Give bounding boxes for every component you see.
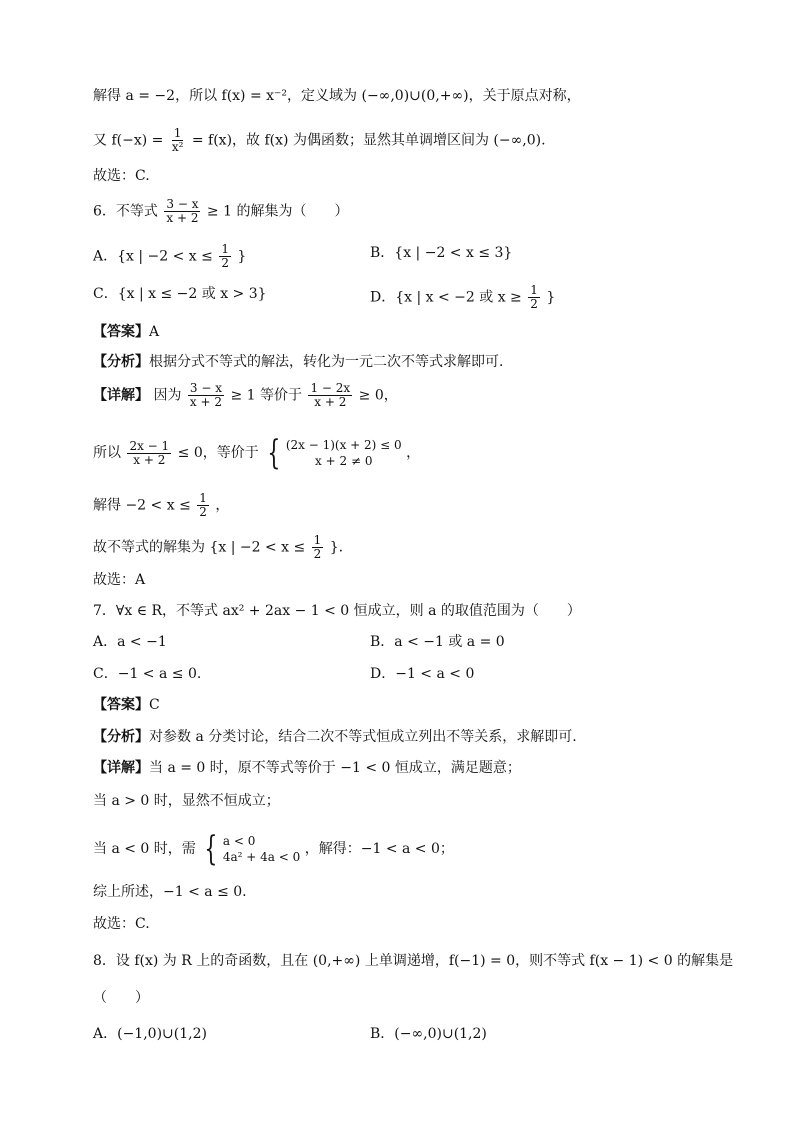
answer-tag: 【答案】: [93, 697, 149, 713]
fraction-denominator: x²: [171, 140, 184, 154]
conclusion-6: [93, 534, 343, 561]
option-7a: [93, 632, 167, 652]
option-7c-text: C．−1 < a ≤ 0.: [93, 666, 202, 682]
fraction-numerator: 1: [221, 242, 229, 256]
option-7b-text: B．a < −1 或 a = 0: [370, 634, 505, 650]
step-7c: [93, 829, 454, 869]
fraction-numerator: 3 − x: [166, 197, 199, 211]
fraction-numerator: 1 − 2x: [310, 381, 351, 395]
fraction-numerator: 1: [313, 533, 322, 547]
step-7b: [93, 791, 280, 811]
step-6-text-a: 所以: [93, 445, 121, 461]
fraction-det6-2: [308, 382, 352, 409]
fraction-q6: [164, 198, 200, 225]
option-6a: [93, 243, 246, 270]
option-7d-text: D．−1 < a < 0: [370, 666, 475, 682]
fraction-denominator: x + 2: [189, 395, 222, 409]
system-row-1: a < 0: [222, 834, 256, 848]
system-row-2: 4a² + 4a < 0: [222, 850, 301, 864]
equation-system-7: [200, 829, 301, 869]
q6-text-a: 6．不等式: [93, 203, 158, 220]
fraction-numerator: 1: [173, 126, 182, 140]
detail-tag: 【详解】: [93, 387, 149, 404]
option-6d-text-a: D．{x | x < −2 或 x ≥: [370, 289, 522, 306]
text-p2a: 又 f(−x) =: [93, 132, 164, 149]
option-8a: [93, 1024, 207, 1044]
option-8b-text: B．(−∞,0)∪(1,2): [370, 1026, 487, 1042]
fraction-6d: [528, 284, 540, 311]
step-6: [93, 433, 421, 473]
question-7-text: 7．∀x ∈ R，不等式 ax² + 2ax − 1 < 0 恒成立，则 a 的取值范围为（ ）: [93, 603, 581, 619]
summary-7-text: 综上所述，−1 < a ≤ 0.: [93, 884, 247, 900]
detail-6-text-a: 因为: [153, 387, 182, 404]
fraction-step6: [127, 440, 171, 467]
fraction-numerator: 2x − 1: [129, 438, 170, 453]
question-8-text: 8．设 f(x) 为 R 上的奇函数，且在 (0,+∞) 上单调递增，f(−1) = 0，则不等式 f(x − 1) < 0 的解集是: [93, 953, 734, 969]
question-6: [93, 198, 348, 225]
fraction-denominator: 2: [221, 256, 229, 270]
answer-7: [93, 695, 160, 715]
pick-6: [93, 570, 145, 590]
pick-7-text: 故选：C.: [93, 916, 150, 932]
option-6a-text-a: A．{x | −2 < x ≤: [93, 248, 213, 265]
pick-7: [93, 914, 150, 934]
fraction-6a: [219, 243, 231, 270]
option-6d: [370, 284, 555, 311]
solution-6-text-b: ，: [215, 497, 230, 514]
analysis-text: 根据分式不等式的解法，转化为一元二次不等式求解即可.: [149, 354, 504, 370]
conclusion-6-text-a: 故不等式的解集为 {x | −2 < x ≤: [93, 539, 306, 556]
answer-6: [93, 322, 159, 342]
detail-6-text-b: ≥ 1 等价于: [230, 387, 302, 404]
fraction-denominator: 2: [530, 297, 538, 311]
option-6b-text: B．{x | −2 < x ≤ 3}: [370, 245, 513, 261]
system-row-1: (2x − 1)(x + 2) ≤ 0: [285, 438, 402, 452]
conclusion-6-text-b: }.: [329, 539, 344, 556]
option-6a-text-b: }: [237, 248, 247, 265]
pick-6-text: 故选：A: [93, 572, 146, 588]
option-7d: [370, 664, 474, 684]
fraction-denominator: x + 2: [314, 395, 347, 409]
option-7b: [370, 632, 505, 652]
fraction-denominator: 2: [199, 505, 207, 519]
line-p1: [93, 86, 581, 106]
step-6-text-b: ≤ 0，等价于: [177, 445, 259, 461]
option-6c: [93, 284, 267, 304]
text-p3: 故选：C.: [93, 168, 150, 184]
q6-text-b: ≥ 1 的解集为（ ）: [206, 203, 349, 220]
detail-tag: 【详解】: [93, 760, 149, 776]
line-p2: [93, 127, 546, 154]
fraction-numerator: 3 − x: [189, 381, 222, 395]
brace-icon: {: [267, 433, 281, 473]
step-6-text-c: ，: [406, 445, 421, 461]
text-p1: 解得 a = −2，所以 f(x) = x⁻²，定义域为 (−∞,0)∪(0,+∞)，关于原点对称，: [93, 88, 581, 104]
brace-icon: {: [204, 829, 218, 869]
analysis-6: [93, 352, 503, 372]
fraction-p2: [170, 127, 186, 154]
solution-6-text-a: 解得 −2 < x ≤: [93, 497, 191, 514]
solution-6: [93, 492, 229, 519]
option-6c-text: C．{x | x ≤ −2 或 x > 3}: [93, 286, 267, 302]
option-6d-text-b: }: [546, 289, 556, 306]
question-8: [93, 951, 733, 971]
question-8-blank-text: （ ）: [93, 990, 149, 1006]
fraction-numerator: 1: [530, 283, 538, 297]
step-7c-text-a: 当 a < 0 时，需: [93, 841, 196, 857]
system-row-2: x + 2 ≠ 0: [315, 454, 373, 468]
fraction-denominator: x + 2: [133, 452, 166, 467]
detail-6-text-c: ≥ 0，: [358, 387, 398, 404]
option-7a-text: A．a < −1: [93, 634, 167, 650]
text-p2b: = f(x)，故 f(x) 为偶函数；显然其单调增区间为 (−∞,0).: [191, 132, 546, 149]
option-8b: [370, 1024, 487, 1044]
analysis-tag: 【分析】: [93, 729, 149, 745]
analysis-7: [93, 727, 577, 747]
fraction-denominator: 2: [313, 547, 322, 561]
answer-value: A: [149, 324, 160, 340]
line-p3: [93, 166, 150, 186]
fraction-con6: [312, 534, 324, 561]
equation-system-6: [263, 433, 402, 473]
answer-value: C: [149, 697, 160, 713]
detail-7-text: 当 a = 0 时，原不等式等价于 −1 < 0 恒成立，满足题意；: [149, 760, 521, 776]
detail-6: [93, 382, 398, 409]
answer-tag: 【答案】: [93, 324, 149, 340]
option-7c: [93, 664, 201, 684]
fraction-det6-1: [188, 382, 224, 409]
question-7: [93, 601, 581, 621]
analysis-tag: 【分析】: [93, 354, 149, 370]
question-8-blank: [93, 988, 149, 1008]
fraction-numerator: 1: [199, 491, 207, 505]
fraction-sol6: [197, 492, 209, 519]
step-7b-text: 当 a > 0 时，显然不恒成立；: [93, 793, 280, 809]
detail-7: [93, 758, 521, 778]
analysis-text: 对参数 a 分类讨论，结合二次不等式恒成立列出不等关系，求解即可.: [149, 729, 577, 745]
option-6b: [370, 243, 512, 263]
option-8a-text: A．(−1,0)∪(1,2): [93, 1026, 207, 1042]
step-7c-text-b: ，解得：−1 < a < 0；: [304, 841, 454, 857]
summary-7: [93, 882, 247, 902]
fraction-denominator: x + 2: [166, 211, 199, 225]
